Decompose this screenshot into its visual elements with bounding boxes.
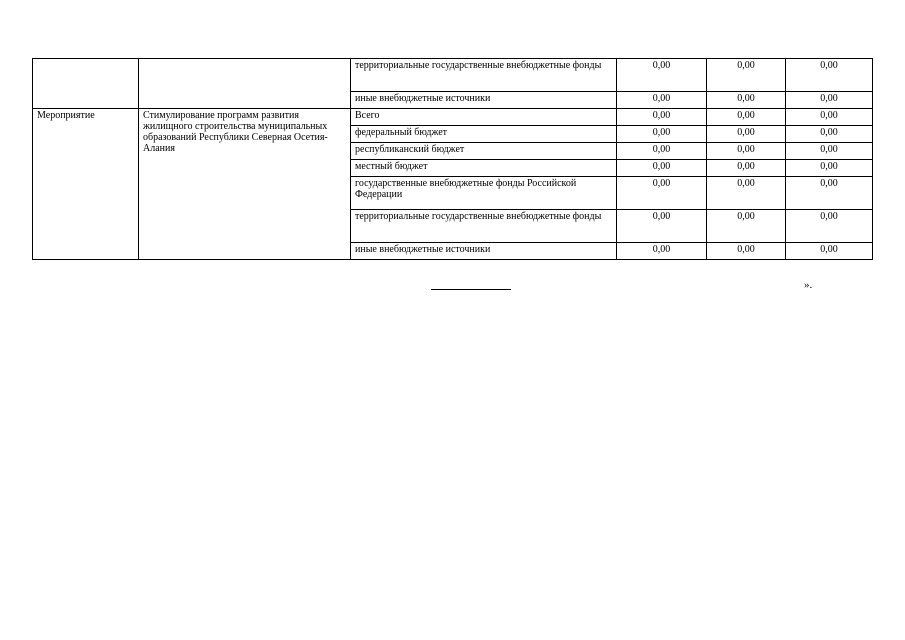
measure-type-cell: Мероприятие xyxy=(33,109,139,260)
value-cell: 0,00 xyxy=(786,210,873,243)
measure-name-cell: Стимулирование программ развития жилищного строительства муниципальных образований Республики Северная Осетия-Алания xyxy=(139,109,351,260)
value-cell: 0,00 xyxy=(617,143,707,160)
closing-quote-mark: ». xyxy=(804,279,813,291)
table-row xyxy=(33,109,873,126)
value-cell: 0,00 xyxy=(707,210,786,243)
funding-source-cell: иные внебюджетные источники xyxy=(351,92,617,109)
separator-line xyxy=(431,289,511,290)
value-cell: 0,00 xyxy=(786,243,873,260)
value-cell: 0,00 xyxy=(707,59,786,92)
value-cell: 0,00 xyxy=(786,59,873,92)
value-cell: 0,00 xyxy=(707,92,786,109)
value-cell: 0,00 xyxy=(707,109,786,126)
value-cell: 0,00 xyxy=(707,177,786,210)
value-cell: 0,00 xyxy=(707,243,786,260)
name-cell-empty xyxy=(139,59,351,109)
value-cell: 0,00 xyxy=(617,210,707,243)
type-cell-empty xyxy=(33,59,139,109)
value-cell: 0,00 xyxy=(786,126,873,143)
value-cell: 0,00 xyxy=(617,177,707,210)
value-cell: 0,00 xyxy=(617,109,707,126)
funding-source-cell: республиканский бюджет xyxy=(351,143,617,160)
funding-source-cell: Всего xyxy=(351,109,617,126)
value-cell: 0,00 xyxy=(617,92,707,109)
value-cell: 0,00 xyxy=(617,126,707,143)
funding-source-cell: территориальные государственные внебюджетные фонды xyxy=(351,210,617,243)
value-cell: 0,00 xyxy=(707,126,786,143)
value-cell: 0,00 xyxy=(617,160,707,177)
funding-table xyxy=(32,58,873,260)
funding-source-cell: местный бюджет xyxy=(351,160,617,177)
funding-source-cell: иные внебюджетные источники xyxy=(351,243,617,260)
funding-source-cell: государственные внебюджетные фонды Российской Федерации xyxy=(351,177,617,210)
value-cell: 0,00 xyxy=(786,177,873,210)
value-cell: 0,00 xyxy=(707,160,786,177)
value-cell: 0,00 xyxy=(786,92,873,109)
value-cell: 0,00 xyxy=(617,59,707,92)
value-cell: 0,00 xyxy=(786,109,873,126)
funding-source-cell: территориальные государственные внебюджетные фонды xyxy=(351,59,617,92)
value-cell: 0,00 xyxy=(617,243,707,260)
value-cell: 0,00 xyxy=(786,143,873,160)
funding-source-cell: федеральный бюджет xyxy=(351,126,617,143)
table-row xyxy=(33,59,873,92)
value-cell: 0,00 xyxy=(707,143,786,160)
value-cell: 0,00 xyxy=(786,160,873,177)
